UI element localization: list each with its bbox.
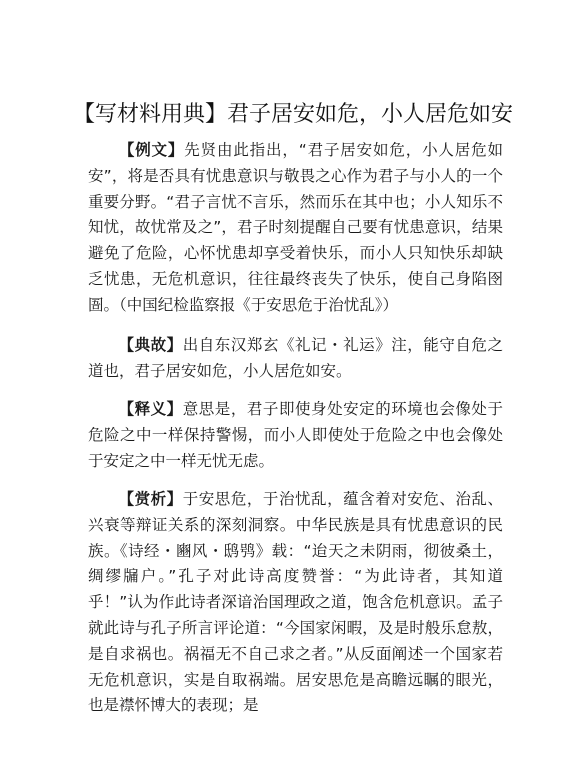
paragraph-text: 于安思危，于治忧乱，蕴含着对安危、治乱、兴衰等辩证关系的深刻洞察。中华民族是具有忧患意识的民族。《诗经・豳风・鸱鸮》载：“迨天之未阴雨，彻彼桑土，绸缪牖户。”孔子对此诗高度赞誉：“为此诗者，其知道乎！”认为作此诗者深谙治国理政之道，饱含危机意识。孟子就此诗与孔子所言评论道：“今国家闲暇，及是时般乐怠敖，是自求祸也。祸福无不自己求之者。”从反面阐述一个国家若无危机意识，实是自取祸端。居安思危是高瞻远瞩的眼光，也是襟怀博大的表现；是 — [88, 490, 503, 715]
paragraph-meaning — [88, 397, 503, 474]
paragraph-tag: 【例文】 — [118, 141, 185, 159]
paragraph-appreciation — [88, 487, 503, 719]
paragraph-tag: 【释义】 — [118, 400, 183, 418]
paragraph-allusion — [88, 333, 503, 385]
paragraph-text: 先贤由此指出，“君子居安如危，小人居危如安”，将是否具有忧患意识与敬畏之心作为君子与小人的一个重要分野。“君子言忧不言乐，然而乐在其中也；小人知乐不知忧，故忧常及之”，君子时刻提醒自己要有忧患意识，结果避免了危险，心怀忧患却享受着快乐，而小人只知快乐却缺乏忧患，无危机意识，往往最终丧失了快乐，使自己身陷囹圄。（中国纪检监察报《于安思危于治忧乱》） — [88, 141, 503, 314]
paragraph-tag: 【赏析】 — [118, 490, 183, 508]
paragraph-text: 意思是，君子即使身处安定的环境也会像处于危险之中一样保持警惕，而小人即使处于危险之中也会像处于安定之中一样无忧无虑。 — [88, 400, 503, 470]
paragraph-text: 出自东汉郑玄《礼记・礼运》注，能守自危之道也，君子居安如危，小人居危如安。 — [88, 336, 503, 380]
paragraph-tag: 【典故】 — [118, 336, 183, 354]
page-title: 【写材料用典】君子居安如危，小人居危如安 — [72, 102, 513, 127]
paragraph-example — [88, 138, 503, 319]
